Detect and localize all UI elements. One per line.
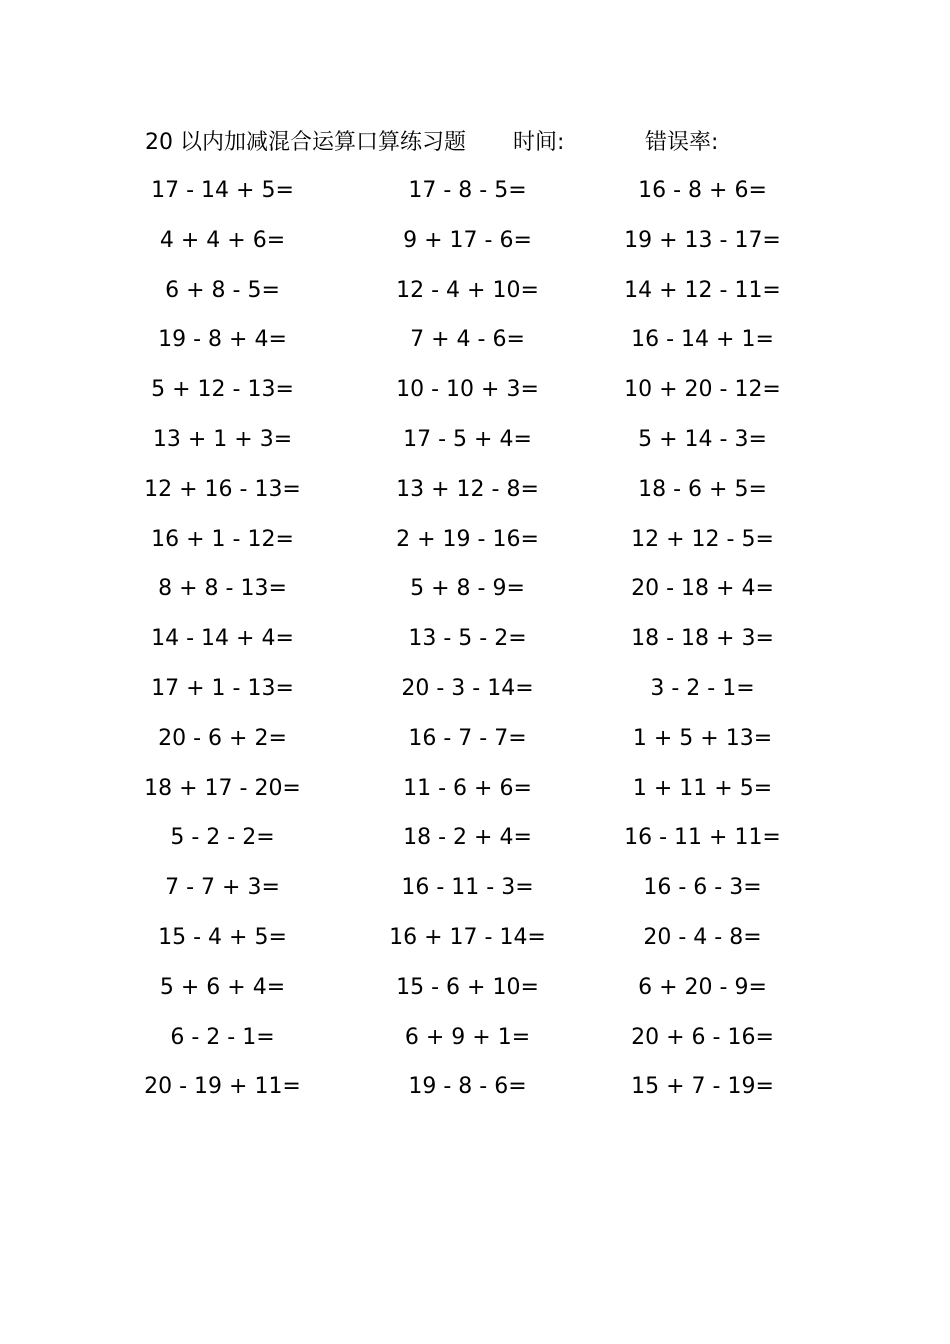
problem-item: 1 + 5 + 13= bbox=[632, 725, 773, 751]
problem-row bbox=[0, 323, 950, 373]
problem-row bbox=[0, 772, 950, 822]
problem-item: 8 + 8 - 13= bbox=[158, 576, 287, 602]
problem-row bbox=[0, 423, 950, 473]
problem-row bbox=[0, 224, 950, 274]
problem-item: 19 - 8 - 6= bbox=[408, 1074, 527, 1100]
problem-item: 13 - 5 - 2= bbox=[408, 626, 527, 652]
error-rate-label: 错误率: bbox=[645, 130, 719, 155]
problem-item: 16 - 14 + 1= bbox=[631, 327, 774, 353]
problem-item: 16 - 11 - 3= bbox=[401, 875, 534, 901]
problem-item: 18 - 6 + 5= bbox=[638, 476, 767, 502]
problem-item: 18 - 2 + 4= bbox=[403, 825, 532, 851]
problem-item: 20 - 19 + 11= bbox=[144, 1074, 301, 1100]
problem-item: 7 + 4 - 6= bbox=[410, 327, 525, 353]
problem-item: 16 - 11 + 11= bbox=[624, 825, 781, 851]
problem-row bbox=[0, 373, 950, 423]
problem-item: 19 - 8 + 4= bbox=[158, 327, 287, 353]
problem-item: 6 - 2 - 1= bbox=[170, 1024, 275, 1050]
problem-item: 7 - 7 + 3= bbox=[165, 875, 280, 901]
problem-item: 16 - 6 - 3= bbox=[643, 875, 762, 901]
problem-row bbox=[0, 174, 950, 224]
problem-item: 16 + 17 - 14= bbox=[389, 924, 546, 950]
problem-item: 19 + 13 - 17= bbox=[624, 227, 781, 253]
problem-item: 20 - 18 + 4= bbox=[631, 576, 774, 602]
problem-item: 13 + 12 - 8= bbox=[396, 476, 539, 502]
problem-item: 17 - 8 - 5= bbox=[408, 178, 527, 203]
problem-item: 10 + 20 - 12= bbox=[624, 377, 781, 403]
problem-item: 4 + 4 + 6= bbox=[159, 227, 286, 253]
problem-row bbox=[0, 622, 950, 672]
problem-item: 13 + 1 + 3= bbox=[152, 426, 293, 452]
worksheet-header bbox=[0, 126, 950, 160]
problem-item: 15 - 6 + 10= bbox=[396, 974, 539, 1000]
problem-item: 17 + 1 - 13= bbox=[151, 675, 294, 701]
problem-row bbox=[0, 572, 950, 622]
problem-item: 2 + 19 - 16= bbox=[396, 526, 539, 552]
problem-item: 15 + 7 - 19= bbox=[631, 1074, 774, 1100]
problem-item: 14 - 14 + 4= bbox=[151, 626, 294, 652]
problem-item: 6 + 20 - 9= bbox=[638, 974, 767, 1000]
problem-row bbox=[0, 1021, 950, 1071]
problem-item: 17 - 14 + 5= bbox=[151, 178, 294, 203]
problem-item: 18 - 18 + 3= bbox=[631, 626, 774, 652]
problem-item: 16 - 7 - 7= bbox=[408, 725, 527, 751]
problem-grid bbox=[0, 174, 950, 1120]
problem-item: 1 + 11 + 5= bbox=[632, 775, 773, 801]
problem-item: 16 - 8 + 6= bbox=[638, 178, 767, 203]
problem-row bbox=[0, 971, 950, 1021]
problem-row bbox=[0, 722, 950, 772]
problem-row bbox=[0, 523, 950, 573]
problem-row bbox=[0, 821, 950, 871]
problem-item: 5 + 8 - 9= bbox=[410, 576, 525, 602]
problem-item: 5 + 12 - 13= bbox=[151, 377, 294, 403]
worksheet-title: 20 以内加减混合运算口算练习题 bbox=[145, 130, 466, 155]
problem-item: 14 + 12 - 11= bbox=[624, 277, 781, 303]
time-label: 时间: bbox=[513, 130, 565, 155]
problem-item: 12 + 16 - 13= bbox=[144, 476, 301, 502]
problem-item: 16 + 1 - 12= bbox=[151, 526, 294, 552]
problem-item: 6 + 9 + 1= bbox=[404, 1024, 531, 1050]
problem-item: 12 - 4 + 10= bbox=[396, 277, 539, 303]
problem-item: 11 - 6 + 6= bbox=[403, 775, 532, 801]
problem-item: 5 + 14 - 3= bbox=[638, 426, 767, 452]
problem-row bbox=[0, 921, 950, 971]
problem-item: 12 + 12 - 5= bbox=[631, 526, 774, 552]
problem-row bbox=[0, 473, 950, 523]
problem-item: 6 + 8 - 5= bbox=[165, 277, 280, 303]
problem-item: 5 + 6 + 4= bbox=[159, 974, 286, 1000]
problem-item: 20 - 4 - 8= bbox=[643, 924, 762, 950]
problem-row bbox=[0, 672, 950, 722]
problem-item: 18 + 17 - 20= bbox=[144, 775, 301, 801]
problem-row bbox=[0, 274, 950, 324]
problem-row bbox=[0, 871, 950, 921]
problem-item: 15 - 4 + 5= bbox=[158, 924, 287, 950]
problem-item: 10 - 10 + 3= bbox=[396, 377, 539, 403]
problem-item: 20 - 3 - 14= bbox=[401, 675, 534, 701]
problem-row bbox=[0, 1070, 950, 1120]
problem-item: 20 + 6 - 16= bbox=[631, 1024, 774, 1050]
problem-item: 17 - 5 + 4= bbox=[403, 426, 532, 452]
problem-item: 3 - 2 - 1= bbox=[650, 675, 755, 701]
problem-item: 20 - 6 + 2= bbox=[158, 725, 287, 751]
problem-item: 5 - 2 - 2= bbox=[170, 825, 275, 851]
problem-item: 9 + 17 - 6= bbox=[403, 227, 532, 253]
